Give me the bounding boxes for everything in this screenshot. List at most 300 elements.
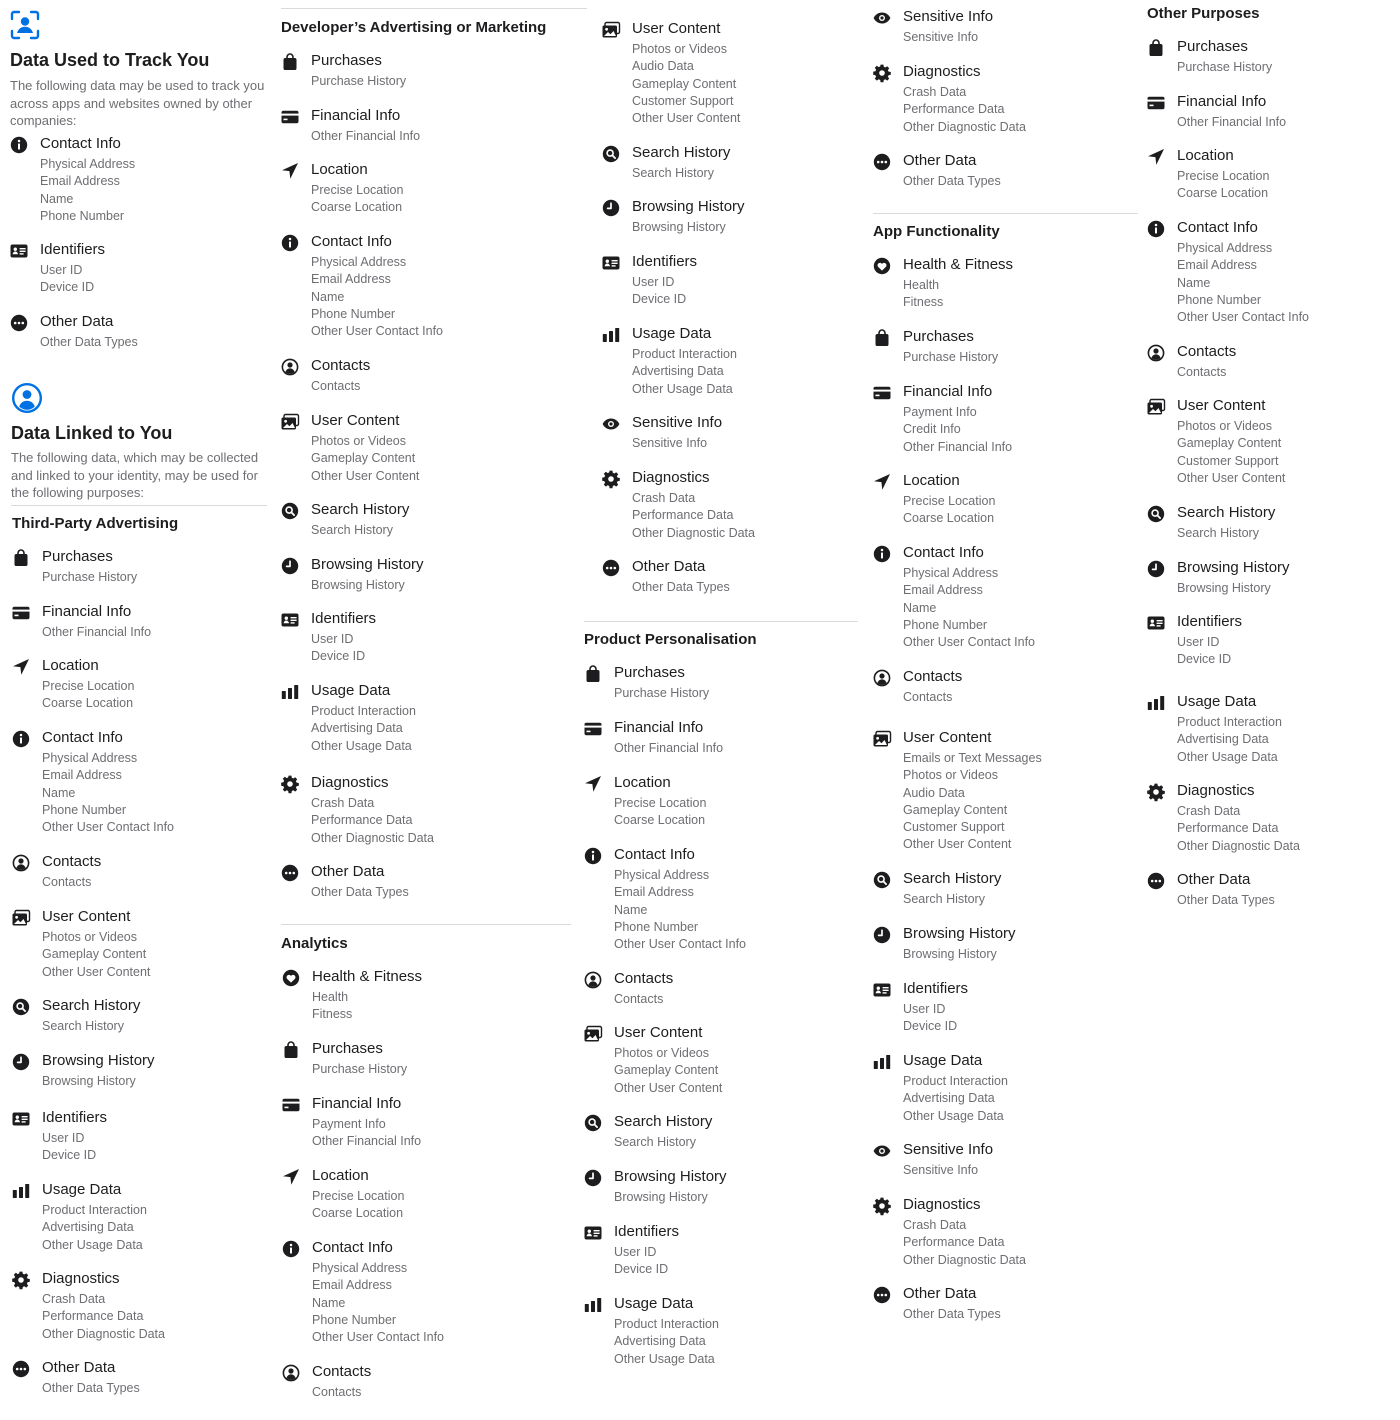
category-name: Usage Data (1177, 693, 1257, 710)
category-data-types (1177, 634, 1231, 669)
category-name: Identifiers (614, 1223, 680, 1240)
category-data-types (903, 277, 943, 312)
data-type-item: Photos or Videos (614, 1046, 709, 1060)
category-data-types (903, 29, 978, 46)
category-data-types (311, 795, 434, 847)
category-name: Financial Info (1177, 93, 1267, 110)
data-type-item: Phone Number (903, 617, 988, 632)
data-type-item: Customer Support (632, 93, 734, 108)
data-type-item: Phone Number (40, 208, 125, 223)
category-data-types (1177, 364, 1226, 381)
category-data-types (614, 1134, 696, 1151)
data-type-item: User ID (1177, 635, 1220, 649)
bag-icon (584, 665, 602, 683)
category-name: Location (1177, 147, 1234, 164)
data-type-item: Gameplay Content (632, 76, 737, 91)
data-type-item: Email Address (1177, 258, 1257, 273)
category-name: Financial Info (903, 383, 993, 400)
gear-icon (1147, 783, 1165, 801)
category-data-types (42, 750, 174, 836)
clock-icon (873, 926, 891, 944)
data-type-item: Search History (42, 1019, 124, 1033)
category-data-types (311, 378, 360, 395)
linked-title: Data Linked to You (11, 423, 173, 443)
category-data-types (632, 346, 737, 398)
category-name: Contact Info (1177, 219, 1258, 236)
data-type-item: Physical Address (903, 566, 999, 580)
category-data-types (632, 165, 714, 182)
data-type-item: Audio Data (632, 59, 694, 74)
photos-icon (281, 413, 299, 431)
category-name: Identifiers (632, 253, 698, 270)
id-card-icon (12, 1110, 30, 1128)
category-name: Other Data (311, 863, 385, 880)
category-data-types (40, 156, 135, 225)
category-name: Usage Data (311, 682, 391, 699)
ellipsis-icon (1147, 872, 1165, 890)
category-data-types (312, 989, 352, 1024)
category-data-types (903, 173, 1001, 190)
category-name: Other Data (903, 1285, 977, 1302)
data-type-item: Search History (614, 1135, 696, 1149)
data-type-item: Other User Contact Info (1177, 310, 1310, 325)
category-name: Financial Info (311, 107, 401, 124)
bag-icon (281, 53, 299, 71)
data-type-item: Other Usage Data (632, 381, 733, 396)
data-type-item: Product Interaction (1177, 715, 1282, 729)
data-type-item: Coarse Location (614, 813, 706, 828)
location-arrow-icon (281, 162, 299, 180)
data-type-item: Name (614, 902, 648, 917)
data-type-item: Crash Data (1177, 804, 1241, 818)
credit-card-icon (1147, 94, 1165, 112)
category-name: Purchases (312, 1040, 383, 1057)
data-type-item: Search History (632, 166, 714, 180)
id-card-icon (1147, 614, 1165, 632)
data-type-item: Performance Data (903, 1235, 1005, 1250)
photos-icon (1147, 398, 1165, 416)
category-data-types (311, 433, 419, 485)
bar-chart-icon (281, 683, 299, 701)
info-icon (281, 234, 299, 252)
category-data-types (42, 1018, 124, 1035)
data-type-item: Audio Data (903, 785, 965, 800)
data-type-item: Device ID (1177, 652, 1232, 667)
data-type-item: Contacts (311, 379, 361, 393)
info-icon (584, 847, 602, 865)
category-data-types (903, 1001, 957, 1036)
person-circle-icon (584, 971, 602, 989)
data-type-item: Other User Contact Info (903, 635, 1036, 650)
category-data-types (903, 565, 1035, 651)
data-type-item: Health (312, 990, 349, 1004)
data-type-item: Device ID (614, 1262, 669, 1277)
category-data-types (632, 274, 686, 309)
category-name: Diagnostics (42, 1270, 120, 1287)
data-type-item: Gameplay Content (614, 1063, 719, 1078)
bar-chart-icon (584, 1296, 602, 1314)
eye-icon (873, 1142, 891, 1160)
credit-card-icon (282, 1096, 300, 1114)
credit-card-icon (873, 384, 891, 402)
data-type-item: Product Interaction (632, 347, 737, 361)
category-data-types (632, 219, 726, 236)
category-data-types (311, 884, 409, 901)
data-type-item: Contacts (1177, 365, 1227, 379)
data-type-item: User ID (42, 1131, 85, 1145)
data-type-item: Name (40, 191, 74, 206)
category-name: Identifiers (42, 1109, 108, 1126)
data-type-item: Search History (1177, 526, 1259, 540)
ellipsis-icon (10, 314, 28, 332)
category-data-types (311, 631, 365, 666)
data-type-item: Physical Address (40, 157, 136, 171)
data-type-item: Other Usage Data (1177, 749, 1278, 764)
data-type-item: Search History (311, 523, 393, 537)
data-type-item: Other Data Types (903, 1307, 1001, 1321)
category-name: Health & Fitness (312, 968, 423, 985)
category-name: Contact Info (312, 1239, 393, 1256)
category-name: Location (614, 774, 671, 791)
data-type-item: Other Financial Info (614, 741, 724, 755)
category-name: Diagnostics (1177, 782, 1255, 799)
category-name: Other Data (903, 152, 977, 169)
category-name: Other Data (1177, 871, 1251, 888)
category-name: Contact Info (42, 729, 123, 746)
category-name: User Content (311, 412, 400, 429)
data-type-item: Phone Number (614, 919, 699, 934)
category-data-types (903, 493, 995, 528)
category-name: Contact Info (40, 135, 121, 152)
data-type-item: Other Diagnostic Data (311, 830, 434, 845)
clock-icon (1147, 560, 1165, 578)
category-name: User Content (42, 908, 131, 925)
data-type-item: Purchase History (614, 686, 710, 700)
clock-icon (12, 1053, 30, 1071)
category-data-types (312, 1116, 421, 1151)
credit-card-icon (12, 604, 30, 622)
category-name: Contacts (903, 668, 963, 685)
data-type-item: Crash Data (903, 85, 967, 99)
category-name: Sensitive Info (903, 8, 994, 25)
data-type-item: User ID (311, 632, 354, 646)
bag-icon (873, 329, 891, 347)
magnifier-icon (584, 1114, 602, 1132)
data-type-item: Advertising Data (903, 1091, 995, 1106)
category-name: Diagnostics (903, 63, 981, 80)
category-data-types (903, 1217, 1026, 1269)
category-name: Search History (614, 1113, 713, 1130)
data-type-item: Health (903, 278, 940, 292)
data-type-item: Performance Data (903, 102, 1005, 117)
data-type-item: Device ID (311, 649, 366, 664)
data-type-item: Physical Address (311, 255, 407, 269)
data-type-item: User ID (40, 263, 83, 277)
category-data-types (614, 1316, 719, 1368)
data-type-item: Contacts (903, 690, 953, 704)
id-card-icon (602, 254, 620, 272)
data-type-item: Phone Number (42, 802, 127, 817)
category-data-types (903, 1073, 1008, 1125)
data-type-item: Credit Info (903, 422, 961, 437)
person-circle-icon (12, 854, 30, 872)
data-type-item: Device ID (40, 280, 95, 295)
category-name: Diagnostics (632, 469, 710, 486)
category-data-types (1177, 803, 1300, 855)
data-type-item: Sensitive Info (632, 436, 708, 450)
data-type-item: Crash Data (632, 491, 696, 505)
data-type-item: Phone Number (1177, 292, 1262, 307)
data-type-item: Other User Contact Info (312, 1330, 445, 1345)
category-name: Identifiers (903, 980, 969, 997)
clock-icon (602, 199, 620, 217)
data-type-item: Name (903, 600, 937, 615)
category-name: Financial Info (614, 719, 704, 736)
data-type-item: Other Data Types (903, 174, 1001, 188)
person-circle-icon (11, 382, 43, 414)
data-type-item: Gameplay Content (311, 451, 416, 466)
category-name: Contact Info (903, 544, 984, 561)
data-type-item: Phone Number (311, 306, 396, 321)
category-name: Contacts (312, 1363, 372, 1380)
purpose-title-other-purposes: Other Purposes (1147, 5, 1260, 22)
category-data-types (311, 73, 406, 90)
info-icon (12, 730, 30, 748)
data-type-item: Customer Support (1177, 453, 1279, 468)
data-type-item: Coarse Location (42, 696, 134, 711)
clock-icon (281, 557, 299, 575)
eye-icon (602, 415, 620, 433)
category-data-types (42, 874, 91, 891)
bar-chart-icon (1147, 694, 1165, 712)
category-data-types (1177, 418, 1285, 487)
category-name: Browsing History (632, 198, 745, 215)
data-type-item: Email Address (311, 272, 391, 287)
data-type-item: Other User Content (1177, 470, 1286, 485)
data-type-item: Browsing History (903, 947, 997, 961)
category-name: Identifiers (1177, 613, 1243, 630)
bar-chart-icon (873, 1053, 891, 1071)
category-data-types (903, 891, 985, 908)
data-type-item: Coarse Location (312, 1206, 404, 1221)
data-type-item: Name (311, 289, 345, 304)
data-type-item: Crash Data (903, 1218, 967, 1232)
data-type-item: Precise Location (614, 796, 707, 810)
category-data-types (903, 84, 1026, 136)
heart-icon (873, 257, 891, 275)
category-name: Usage Data (42, 1181, 122, 1198)
ellipsis-icon (602, 559, 620, 577)
data-type-item: Browsing History (632, 220, 726, 234)
data-type-item: Advertising Data (614, 1334, 706, 1349)
category-name: Contacts (1177, 343, 1237, 360)
info-icon (282, 1240, 300, 1258)
category-data-types (311, 522, 393, 539)
category-name: User Content (903, 729, 992, 746)
category-data-types (614, 685, 709, 702)
data-type-item: Other Diagnostic Data (632, 525, 755, 540)
data-type-item: Performance Data (42, 1309, 144, 1324)
data-type-item: Other Usage Data (614, 1351, 715, 1366)
magnifier-icon (12, 998, 30, 1016)
data-type-item: Fitness (312, 1007, 353, 1022)
section-divider (11, 505, 267, 506)
category-data-types (42, 1291, 165, 1343)
data-type-item: Other User Content (42, 964, 151, 979)
magnifier-icon (602, 145, 620, 163)
ellipsis-icon (873, 1286, 891, 1304)
data-type-item: Other Financial Info (311, 129, 421, 143)
category-data-types (614, 1244, 668, 1279)
category-name: Contact Info (311, 233, 392, 250)
data-type-item: Other Data Types (1177, 893, 1275, 907)
data-type-item: Purchase History (311, 74, 407, 88)
category-data-types (42, 1380, 140, 1397)
category-name: Browsing History (903, 925, 1016, 942)
magnifier-icon (281, 502, 299, 520)
category-data-types (40, 334, 138, 351)
category-name: Sensitive Info (632, 414, 723, 431)
category-name: Location (312, 1167, 369, 1184)
data-type-item: Other User Content (311, 468, 420, 483)
photos-icon (12, 909, 30, 927)
data-type-item: User ID (632, 275, 675, 289)
category-data-types (903, 404, 1012, 456)
data-type-item: Phone Number (312, 1312, 397, 1327)
purpose-title-app-functionality: App Functionality (873, 223, 1000, 240)
bag-icon (12, 549, 30, 567)
category-name: Financial Info (42, 603, 132, 620)
category-name: User Content (614, 1024, 703, 1041)
category-name: Contacts (614, 970, 674, 987)
category-data-types (312, 1061, 407, 1078)
data-type-item: Advertising Data (42, 1220, 134, 1235)
data-type-item: Photos or Videos (1177, 419, 1272, 433)
data-type-item: Device ID (903, 1019, 958, 1034)
category-name: Financial Info (312, 1095, 402, 1112)
gear-icon (873, 1197, 891, 1215)
credit-card-icon (584, 720, 602, 738)
data-type-item: Other Financial Info (903, 439, 1013, 454)
data-type-item: Product Interaction (311, 704, 416, 718)
category-name: Usage Data (614, 1295, 694, 1312)
data-type-item: Crash Data (42, 1292, 106, 1306)
gear-icon (873, 64, 891, 82)
data-type-item: Advertising Data (632, 364, 724, 379)
info-icon (873, 545, 891, 563)
category-data-types (614, 991, 663, 1008)
data-type-item: Product Interaction (42, 1203, 147, 1217)
eye-icon (873, 9, 891, 27)
category-data-types (1177, 525, 1259, 542)
category-name: Usage Data (903, 1052, 983, 1069)
data-type-item: Physical Address (614, 868, 710, 882)
data-type-item: Photos or Videos (311, 434, 406, 448)
category-name: Contacts (42, 853, 102, 870)
credit-card-icon (281, 108, 299, 126)
category-name: Browsing History (1177, 559, 1290, 576)
category-data-types (903, 1306, 1001, 1323)
category-data-types (1177, 892, 1275, 909)
data-type-item: Other Data Types (311, 885, 409, 899)
data-type-item: Precise Location (312, 1189, 405, 1203)
data-type-item: Other Data Types (632, 580, 730, 594)
photos-icon (584, 1025, 602, 1043)
category-name: Contact Info (614, 846, 695, 863)
data-type-item: Coarse Location (1177, 186, 1269, 201)
purpose-title-developer-s-advertising-or-marketing: Developer’s Advertising or Marketing (281, 19, 547, 36)
gear-icon (281, 775, 299, 793)
category-data-types (903, 349, 998, 366)
data-type-item: Email Address (903, 583, 983, 598)
heart-icon (282, 969, 300, 987)
data-type-item: Browsing History (614, 1190, 708, 1204)
data-type-item: User ID (614, 1245, 657, 1259)
clock-icon (584, 1169, 602, 1187)
data-type-item: Purchase History (903, 350, 999, 364)
data-type-item: Other Diagnostic Data (42, 1326, 165, 1341)
data-type-item: Physical Address (42, 751, 138, 765)
category-name: Diagnostics (903, 1196, 981, 1213)
category-data-types (1177, 168, 1269, 203)
data-type-item: Gameplay Content (42, 947, 147, 962)
track-description: The following data may be used to track you across apps and websites owned by other companies: (10, 78, 265, 128)
category-name: Search History (311, 501, 410, 518)
category-data-types (312, 1260, 444, 1346)
magnifier-icon (1147, 505, 1165, 523)
purpose-title-product-personalisation: Product Personalisation (584, 631, 757, 648)
category-data-types (42, 1130, 96, 1165)
data-type-item: Other Usage Data (903, 1108, 1004, 1123)
bar-chart-icon (12, 1182, 30, 1200)
section-divider (584, 621, 858, 622)
category-name: Browsing History (42, 1052, 155, 1069)
data-type-item: Email Address (40, 174, 120, 189)
data-type-item: Gameplay Content (903, 802, 1008, 817)
data-type-item: Other Financial Info (42, 625, 152, 639)
data-type-item: Other Diagnostic Data (903, 1252, 1026, 1267)
data-type-item: Sensitive Info (903, 1163, 979, 1177)
data-type-item: Photos or Videos (903, 768, 998, 783)
data-type-item: Other User Contact Info (311, 324, 444, 339)
track-title: Data Used to Track You (10, 50, 210, 70)
category-name: User Content (632, 20, 721, 37)
data-type-item: Name (312, 1295, 346, 1310)
category-data-types (903, 946, 997, 963)
data-type-item: Coarse Location (311, 200, 403, 215)
category-data-types (614, 867, 746, 953)
bag-icon (282, 1041, 300, 1059)
data-type-item: Physical Address (1177, 241, 1273, 255)
category-data-types (312, 1188, 404, 1223)
data-type-item: Purchase History (312, 1062, 408, 1076)
category-data-types (903, 689, 952, 706)
data-type-item: Fitness (903, 295, 944, 310)
data-type-item: Browsing History (311, 578, 405, 592)
category-name: Search History (42, 997, 141, 1014)
id-card-icon (584, 1224, 602, 1242)
category-data-types (42, 624, 151, 641)
person-circle-icon (873, 669, 891, 687)
category-name: Contacts (311, 357, 371, 374)
category-name: Browsing History (311, 556, 424, 573)
location-arrow-icon (584, 775, 602, 793)
data-type-item: Purchase History (42, 570, 138, 584)
category-data-types (614, 1189, 708, 1206)
gear-icon (602, 470, 620, 488)
data-type-item: Crash Data (311, 796, 375, 810)
category-name: User Content (1177, 397, 1266, 414)
